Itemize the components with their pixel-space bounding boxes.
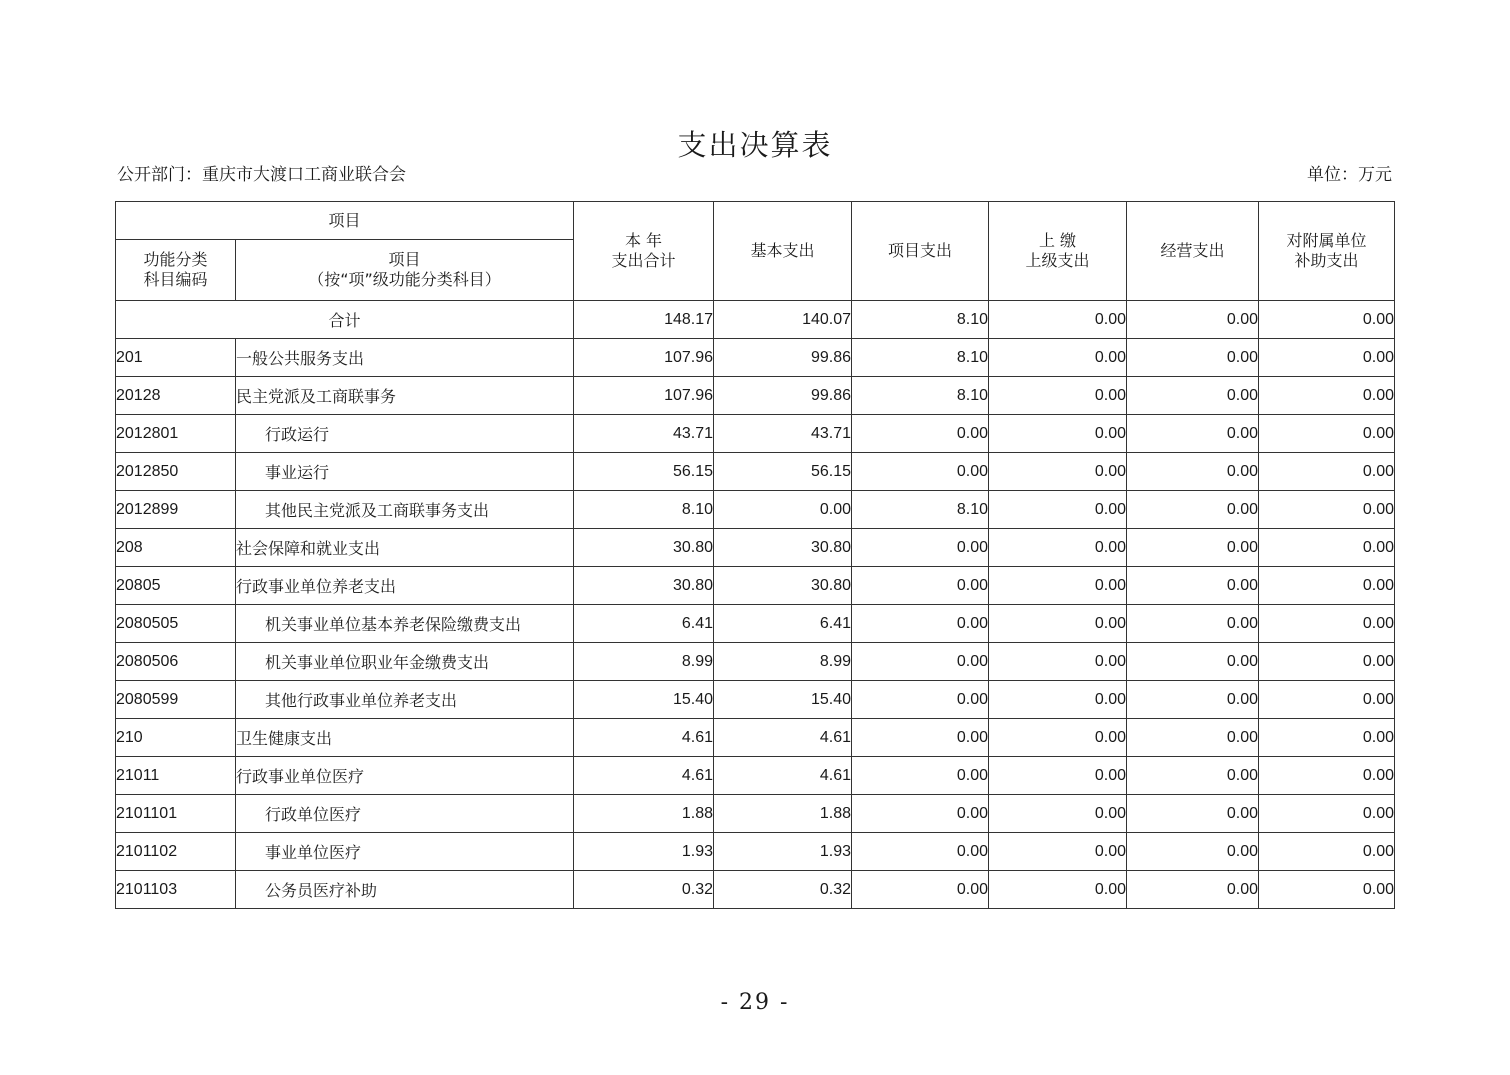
row-code: 2080599	[116, 681, 236, 719]
row-code: 210	[116, 719, 236, 757]
table-row	[116, 415, 1395, 453]
row-value: 0.00	[989, 567, 1127, 605]
row-value: 1.88	[574, 795, 714, 833]
row-value: 0.00	[1127, 491, 1259, 529]
header-code	[116, 240, 236, 301]
row-value: 0.00	[1127, 833, 1259, 871]
row-value: 0.00	[852, 605, 989, 643]
header-basic: 基本支出	[714, 202, 852, 301]
header-subsidy-line2: 补助支出	[1294, 251, 1359, 270]
row-value: 4.61	[714, 757, 852, 795]
row-value: 0.00	[989, 529, 1127, 567]
row-code: 2012899	[116, 491, 236, 529]
row-value: 0.00	[1259, 415, 1395, 453]
row-value: 0.00	[989, 719, 1127, 757]
row-value: 0.00	[989, 453, 1127, 491]
row-value: 0.00	[1127, 757, 1259, 795]
row-name: 卫生健康支出	[236, 719, 574, 757]
row-value: 0.00	[852, 833, 989, 871]
header-remit-line1: 上 缴	[1038, 231, 1077, 250]
header-total	[574, 202, 714, 301]
row-value: 0.00	[1259, 795, 1395, 833]
table-row	[116, 871, 1395, 909]
row-value: 0.00	[1259, 757, 1395, 795]
row-value: 0.00	[1259, 681, 1395, 719]
row-value: 8.99	[714, 643, 852, 681]
row-value: 0.00	[1127, 453, 1259, 491]
header-item-group: 项目	[116, 202, 574, 240]
header-total-line1: 本 年	[624, 231, 663, 250]
table-row	[116, 567, 1395, 605]
header-remit-line2: 上级支出	[1025, 251, 1090, 270]
table-row	[116, 719, 1395, 757]
department-label: 公开部门：重庆市大渡口工商业联合会	[117, 165, 406, 185]
row-value: 8.99	[574, 643, 714, 681]
row-value: 0.00	[1127, 871, 1259, 909]
row-value: 0.00	[1259, 339, 1395, 377]
table-row	[116, 833, 1395, 871]
row-value: 0.00	[714, 491, 852, 529]
table-row	[116, 453, 1395, 491]
row-name: 社会保障和就业支出	[236, 529, 574, 567]
total-value: 140.07	[714, 301, 852, 339]
row-code: 2012801	[116, 415, 236, 453]
row-code: 2101101	[116, 795, 236, 833]
row-value: 30.80	[574, 567, 714, 605]
row-code: 20805	[116, 567, 236, 605]
row-value: 0.32	[714, 871, 852, 909]
row-name: 机关事业单位职业年金缴费支出	[236, 643, 574, 681]
row-value: 0.00	[1127, 719, 1259, 757]
row-code: 2101103	[116, 871, 236, 909]
total-value: 0.00	[1259, 301, 1395, 339]
row-code: 208	[116, 529, 236, 567]
header-total-line2: 支出合计	[611, 251, 676, 270]
header-name-line1: 项目	[388, 250, 421, 269]
row-value: 0.00	[1127, 795, 1259, 833]
row-value: 0.00	[852, 757, 989, 795]
row-value: 43.71	[574, 415, 714, 453]
row-value: 0.00	[1127, 529, 1259, 567]
row-name: 机关事业单位基本养老保险缴费支出	[236, 605, 574, 643]
table-row	[116, 339, 1395, 377]
row-value: 43.71	[714, 415, 852, 453]
row-value: 0.00	[1127, 681, 1259, 719]
row-name: 行政运行	[236, 415, 574, 453]
row-name: 事业单位医疗	[236, 833, 574, 871]
row-name: 一般公共服务支出	[236, 339, 574, 377]
row-value: 0.32	[574, 871, 714, 909]
header-business: 经营支出	[1127, 202, 1259, 301]
row-value: 0.00	[989, 605, 1127, 643]
row-value: 30.80	[714, 567, 852, 605]
table-row	[116, 757, 1395, 795]
row-value: 4.61	[574, 757, 714, 795]
row-value: 0.00	[1127, 567, 1259, 605]
row-value: 30.80	[714, 529, 852, 567]
header-subsidy	[1259, 202, 1395, 301]
row-value: 0.00	[1127, 339, 1259, 377]
row-value: 0.00	[852, 795, 989, 833]
table-row	[116, 643, 1395, 681]
row-value: 0.00	[989, 339, 1127, 377]
row-value: 107.96	[574, 339, 714, 377]
row-value: 0.00	[852, 643, 989, 681]
row-value: 0.00	[852, 871, 989, 909]
row-code: 2101102	[116, 833, 236, 871]
row-value: 0.00	[989, 681, 1127, 719]
row-name: 行政单位医疗	[236, 795, 574, 833]
row-value: 0.00	[1127, 415, 1259, 453]
row-value: 0.00	[1259, 643, 1395, 681]
row-value: 0.00	[989, 833, 1127, 871]
total-value: 0.00	[1127, 301, 1259, 339]
table-row	[116, 529, 1395, 567]
row-value: 0.00	[852, 719, 989, 757]
total-value: 0.00	[989, 301, 1127, 339]
row-value: 99.86	[714, 377, 852, 415]
row-value: 0.00	[989, 871, 1127, 909]
row-value: 0.00	[852, 529, 989, 567]
row-value: 1.88	[714, 795, 852, 833]
total-label: 合计	[116, 301, 574, 339]
row-value: 1.93	[574, 833, 714, 871]
header-remit	[989, 202, 1127, 301]
row-value: 8.10	[574, 491, 714, 529]
row-value: 0.00	[1127, 643, 1259, 681]
row-value: 0.00	[852, 453, 989, 491]
table-row	[116, 795, 1395, 833]
header-code-line2: 科目编码	[143, 270, 208, 289]
row-value: 0.00	[1127, 377, 1259, 415]
row-value: 0.00	[989, 757, 1127, 795]
header-subsidy-line1: 对附属单位	[1286, 231, 1367, 250]
header-row-1	[116, 202, 1395, 240]
header-code-line1: 功能分类	[143, 250, 208, 269]
table-row	[116, 681, 1395, 719]
row-value: 0.00	[1259, 377, 1395, 415]
row-value: 56.15	[714, 453, 852, 491]
row-value: 0.00	[1259, 833, 1395, 871]
row-value: 8.10	[852, 339, 989, 377]
row-code: 20128	[116, 377, 236, 415]
header-project: 项目支出	[852, 202, 989, 301]
row-code: 2012850	[116, 453, 236, 491]
row-value: 0.00	[1259, 719, 1395, 757]
row-value: 0.00	[989, 795, 1127, 833]
row-value: 0.00	[1259, 605, 1395, 643]
header-name	[236, 240, 574, 301]
row-value: 4.61	[574, 719, 714, 757]
row-value: 0.00	[1259, 453, 1395, 491]
row-value: 0.00	[852, 415, 989, 453]
row-value: 0.00	[1259, 567, 1395, 605]
row-value: 107.96	[574, 377, 714, 415]
row-name: 民主党派及工商联事务	[236, 377, 574, 415]
row-name: 公务员医疗补助	[236, 871, 574, 909]
row-code: 201	[116, 339, 236, 377]
row-code: 21011	[116, 757, 236, 795]
row-value: 0.00	[989, 415, 1127, 453]
row-value: 30.80	[574, 529, 714, 567]
row-name: 其他民主党派及工商联事务支出	[236, 491, 574, 529]
table-row	[116, 491, 1395, 529]
row-value: 0.00	[1259, 529, 1395, 567]
row-value: 0.00	[989, 377, 1127, 415]
row-value: 0.00	[852, 681, 989, 719]
row-value: 0.00	[989, 643, 1127, 681]
row-value: 4.61	[714, 719, 852, 757]
row-value: 56.15	[574, 453, 714, 491]
row-value: 15.40	[574, 681, 714, 719]
row-code: 2080506	[116, 643, 236, 681]
row-value: 8.10	[852, 491, 989, 529]
total-value: 8.10	[852, 301, 989, 339]
expenditure-table	[115, 201, 1395, 909]
row-value: 8.10	[852, 377, 989, 415]
row-value: 6.41	[714, 605, 852, 643]
page-title: 支出决算表	[677, 128, 833, 162]
row-name: 其他行政事业单位养老支出	[236, 681, 574, 719]
table-row	[116, 605, 1395, 643]
row-value: 99.86	[714, 339, 852, 377]
row-value: 0.00	[1259, 871, 1395, 909]
unit-label: 单位：万元	[1307, 165, 1392, 185]
row-name: 行政事业单位养老支出	[236, 567, 574, 605]
row-value: 0.00	[852, 567, 989, 605]
row-value: 1.93	[714, 833, 852, 871]
row-value: 0.00	[1127, 605, 1259, 643]
row-name: 行政事业单位医疗	[236, 757, 574, 795]
row-value: 0.00	[989, 491, 1127, 529]
row-code: 2080505	[116, 605, 236, 643]
row-value: 0.00	[1259, 491, 1395, 529]
header-name-line2: （按“项”级功能分类科目）	[308, 270, 501, 289]
table-row	[116, 377, 1395, 415]
total-value: 148.17	[574, 301, 714, 339]
total-row	[116, 301, 1395, 339]
row-name: 事业运行	[236, 453, 574, 491]
row-value: 15.40	[714, 681, 852, 719]
row-value: 6.41	[574, 605, 714, 643]
page-number: - 29 -	[720, 990, 790, 1015]
